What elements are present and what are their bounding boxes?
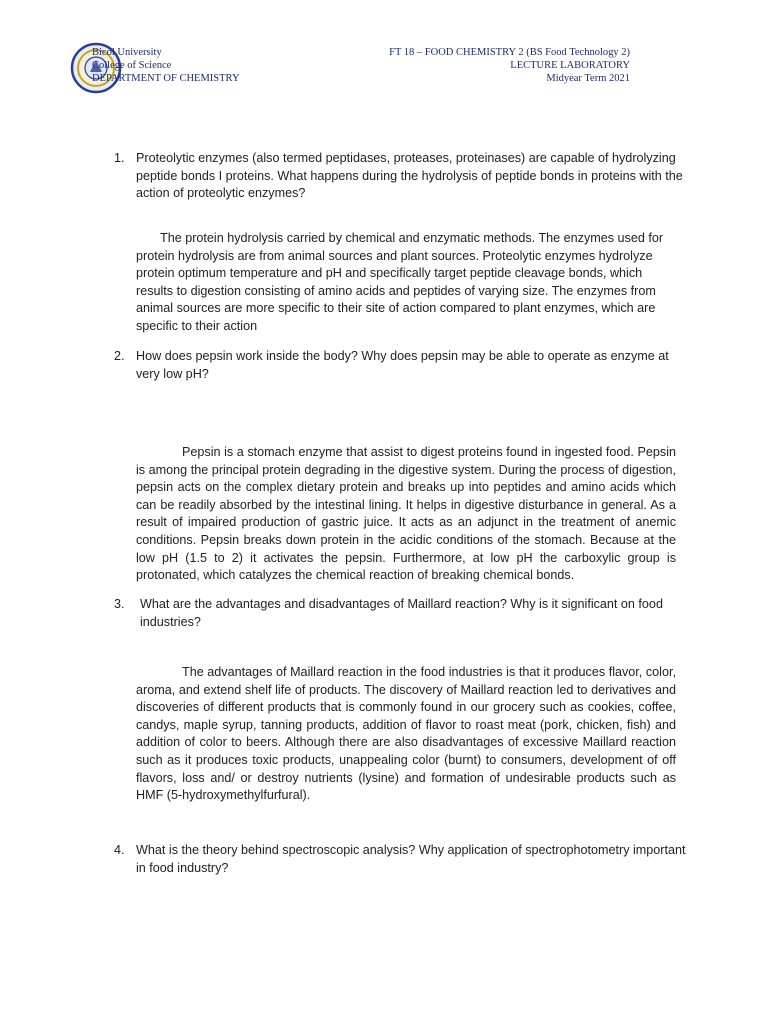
question-text: How does pepsin work inside the body? Why does pepsin may be able to operate as enzyme at very low pH? [136,349,669,381]
header-college: College of Science [92,60,172,71]
question-number: 4. [114,843,125,857]
header-department: DEPARTMENT OF CHEMISTRY [92,73,240,84]
header-course [389,46,630,85]
header-institution [92,46,240,85]
header-university: Bicol University [92,47,162,58]
question-text: Proteolytic enzymes (also termed peptidases, proteases, proteinases) are capable of hydrolyzing peptide bonds I proteins. What happens during the hydrolysis of peptide bonds in proteins with the action of proteolytic enzymes? [136,151,683,201]
answer-1: The protein hydrolysis carried by chemical and enzymatic methods. The enzymes used for protein hydrolysis are from animal sources and plant sources. Proteolytic enzymes hydrolyze protein optimum temperature and pH and specifically target peptide cleavage bonds, which results to digestion consisting of amino acids and peptides of varying size. The enzymes from animal sources are more specific to their site of action compared to plant enzymes, which are specific to their action [136,231,664,333]
answer-3: The advantages of Maillard reaction in the food industries is that it produces flavor, color, aroma, and extend shelf life of products. The discovery of Maillard reaction led to derivatives and discoveries of different products that is commonly found in our grocery such as cookies, coffee, candys, maple syrup, tanning products, addition of flavor to roast meat (pork, chicken, fish) and addition of color to beers. Although there are also disadvantages of excessive Maillard reaction such as it produces toxic products, unappealing color (burnt) to consumers, development of off flavors, loss and/ or destroy nutrients (lysine) and formation of undesirable products such as HMF (5-hydroxymethylfurfural). [136,665,676,803]
header-course-title: FT 18 – FOOD CHEMISTRY 2 (BS Food Technology 2) [389,47,630,58]
question-number: 1. [114,151,125,165]
question-number: 3. [114,597,125,611]
question-text: What is the theory behind spectroscopic analysis? Why application of spectrophotometry important in food industry? [136,843,686,875]
header-term: Midyear Term 2021 [546,73,630,84]
question-number: 2. [114,349,125,363]
answer-2: Pepsin is a stomach enzyme that assist to digest proteins found in ingested food. Pepsin is among the principal protein degrading in the digestive system. During the process of digestion, pepsin acts on the complex dietary protein and breaks up into peptides and amino acids which can be readily absorbed by the intestinal lining. It helps in digestive disturbance in general. As a result of impaired production of gastric juice. It acts as an adjunct in the treatment of anemic conditions. Pepsin breaks down protein in the acidic conditions of the stomach. Because at the low pH (1.5 to 2) it activates the pepsin. Furthermore, at low pH the carboxylic group is protonated, which catalyzes the chemical reaction of breaking chemical bonds. [136,445,676,583]
question-text: What are the advantages and disadvantages of Maillard reaction? Why is it significant on food industries? [140,597,663,629]
header-course-type: LECTURE LABORATORY [510,60,630,71]
